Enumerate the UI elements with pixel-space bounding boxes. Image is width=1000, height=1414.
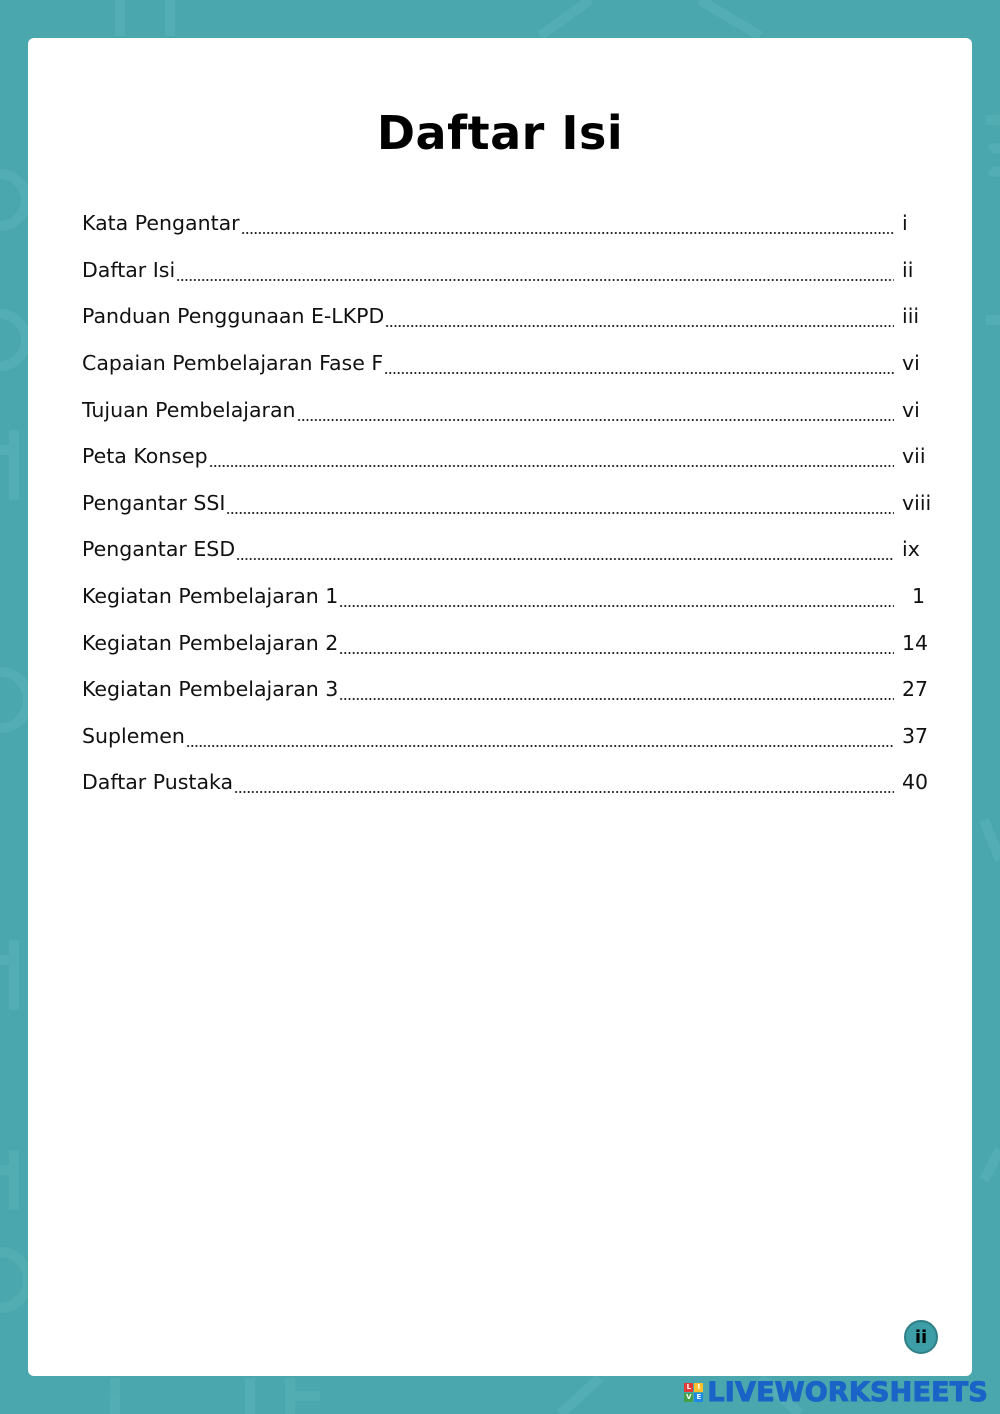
toc-entry[interactable] xyxy=(82,666,942,713)
toc-entry[interactable] xyxy=(82,759,942,806)
logo-letter: I xyxy=(694,1383,703,1392)
toc-entry-page: 14 xyxy=(902,630,929,655)
toc-entry-page: 1 xyxy=(912,584,926,609)
toc-entry[interactable] xyxy=(82,386,942,433)
page-number-badge: ii xyxy=(904,1320,938,1354)
page-title: Daftar Isi xyxy=(376,106,624,160)
toc-entry[interactable] xyxy=(82,573,942,620)
toc-entry-label: Daftar Isi xyxy=(82,257,176,282)
toc-entry-page: 37 xyxy=(902,723,929,748)
toc-entry-label: Peta Konsep xyxy=(82,444,208,469)
toc-entry-label: Kegiatan Pembelajaran 3 xyxy=(82,677,339,702)
toc-entry[interactable] xyxy=(82,200,942,247)
toc-entry-page: 27 xyxy=(902,677,929,702)
logo-letter: L xyxy=(684,1383,693,1392)
toc-entry[interactable] xyxy=(82,433,942,480)
toc-leader-dots xyxy=(241,215,894,235)
toc-entry-page: 40 xyxy=(902,770,929,795)
toc-leader-dots xyxy=(236,541,894,561)
toc-entry-page: ix xyxy=(902,537,920,562)
toc-leader-dots xyxy=(226,495,894,515)
toc-leader-dots xyxy=(385,308,894,328)
logo-letter: V xyxy=(686,1393,692,1401)
logo-letter: E xyxy=(694,1393,703,1402)
liveworksheets-logo-icon xyxy=(684,1383,703,1402)
document-page xyxy=(28,38,972,1376)
toc-entry-label: Kegiatan Pembelajaran 1 xyxy=(82,584,339,609)
toc-entry-label: Daftar Pustaka xyxy=(82,770,234,795)
toc-leader-dots xyxy=(339,588,894,608)
toc-entry-page: vi xyxy=(902,351,920,376)
liveworksheets-brand[interactable] xyxy=(684,1377,988,1408)
toc-entry-page: vii xyxy=(902,444,926,469)
toc-entry[interactable] xyxy=(82,619,942,666)
toc-entry-label: Capaian Pembelajaran Fase F xyxy=(82,351,384,376)
toc-entry[interactable] xyxy=(82,247,942,294)
brand-name: LIVEWORKSHEETS xyxy=(707,1377,988,1408)
toc-leader-dots xyxy=(186,728,894,748)
toc-entry-page: viii xyxy=(902,490,932,515)
toc-entry[interactable] xyxy=(82,526,942,573)
toc-entry-label: Pengantar ESD xyxy=(82,537,236,562)
toc-entry-label: Panduan Penggunaan E-LKPD xyxy=(82,304,385,329)
table-of-contents xyxy=(82,200,942,806)
toc-entry-label: Pengantar SSI xyxy=(82,490,226,515)
toc-entry-page: vi xyxy=(902,397,920,422)
toc-leader-dots xyxy=(297,402,895,422)
toc-leader-dots xyxy=(339,635,894,655)
toc-entry-label: Suplemen xyxy=(82,723,185,748)
toc-entry[interactable] xyxy=(82,293,942,340)
toc-entry[interactable] xyxy=(82,480,942,527)
toc-leader-dots xyxy=(234,774,894,794)
toc-entry-label: Kegiatan Pembelajaran 2 xyxy=(82,630,339,655)
toc-entry-page: i xyxy=(902,211,908,236)
toc-leader-dots xyxy=(209,448,894,468)
toc-leader-dots xyxy=(339,681,894,701)
toc-entry[interactable] xyxy=(82,340,942,387)
toc-entry-page: iii xyxy=(902,304,920,329)
toc-leader-dots xyxy=(176,262,894,282)
toc-entry-label: Tujuan Pembelajaran xyxy=(82,397,296,422)
toc-entry-page: ii xyxy=(902,257,914,282)
toc-leader-dots xyxy=(384,355,894,375)
toc-entry-label: Kata Pengantar xyxy=(82,211,240,236)
toc-entry[interactable] xyxy=(82,713,942,760)
